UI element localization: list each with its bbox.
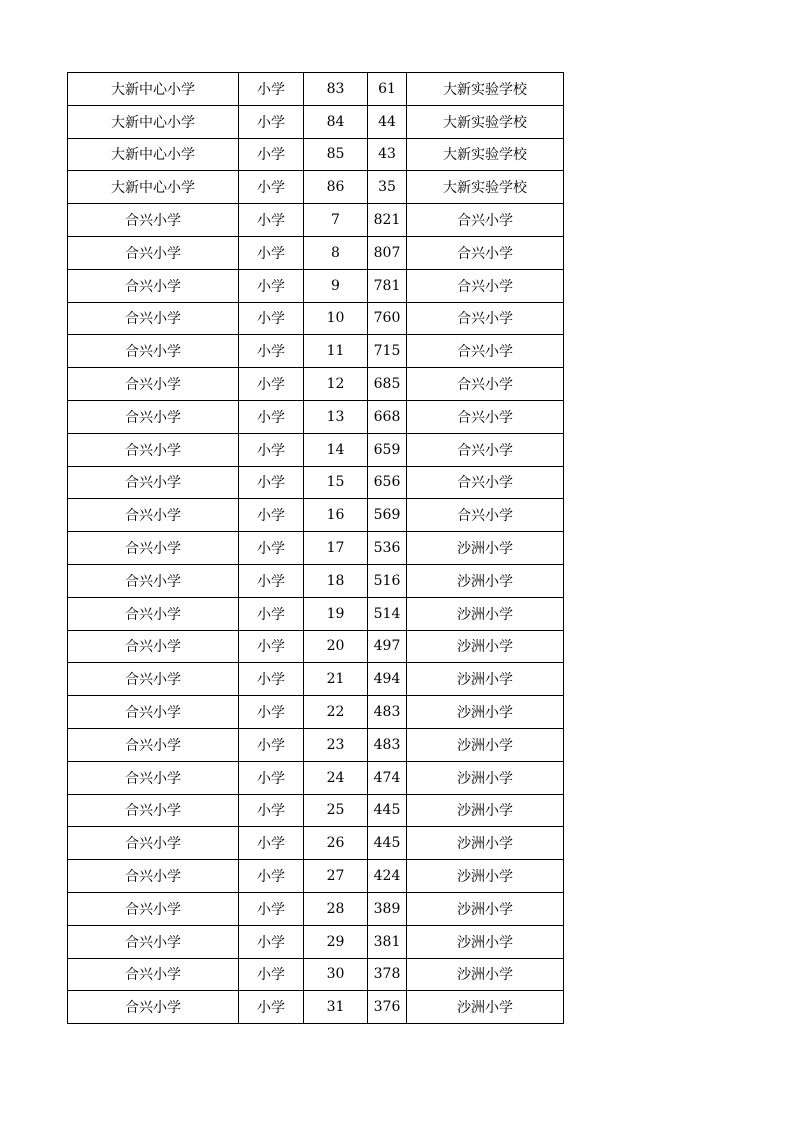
- school-cell: 合兴小学: [68, 761, 239, 794]
- score-cell: 43: [368, 138, 407, 171]
- table-row: [68, 630, 564, 663]
- destination-cell: 合兴小学: [407, 433, 564, 466]
- destination-cell: 大新实验学校: [407, 138, 564, 171]
- score-cell: 424: [368, 860, 407, 893]
- school-cell: 合兴小学: [68, 400, 239, 433]
- destination-cell: 沙洲小学: [407, 532, 564, 565]
- level-cell: 小学: [239, 73, 304, 106]
- school-cell: 合兴小学: [68, 827, 239, 860]
- table-row: [68, 466, 564, 499]
- score-cell: 378: [368, 958, 407, 991]
- level-cell: 小学: [239, 827, 304, 860]
- table-row: [68, 73, 564, 106]
- table-row: [68, 794, 564, 827]
- table-row: [68, 236, 564, 269]
- level-cell: 小学: [239, 433, 304, 466]
- rank-cell: 18: [304, 564, 368, 597]
- table-row: [68, 368, 564, 401]
- score-cell: 497: [368, 630, 407, 663]
- school-cell: 合兴小学: [68, 794, 239, 827]
- level-cell: 小学: [239, 991, 304, 1024]
- table-row: [68, 204, 564, 237]
- school-cell: 合兴小学: [68, 532, 239, 565]
- rank-cell: 25: [304, 794, 368, 827]
- destination-cell: 沙洲小学: [407, 597, 564, 630]
- rank-cell: 28: [304, 892, 368, 925]
- school-cell: 合兴小学: [68, 433, 239, 466]
- destination-cell: 合兴小学: [407, 400, 564, 433]
- table-row: [68, 827, 564, 860]
- school-cell: 合兴小学: [68, 335, 239, 368]
- score-cell: 483: [368, 696, 407, 729]
- table-row: [68, 564, 564, 597]
- score-cell: 807: [368, 236, 407, 269]
- table-row: [68, 269, 564, 302]
- level-cell: 小学: [239, 663, 304, 696]
- destination-cell: 合兴小学: [407, 302, 564, 335]
- destination-cell: 合兴小学: [407, 368, 564, 401]
- rank-cell: 17: [304, 532, 368, 565]
- rank-cell: 13: [304, 400, 368, 433]
- level-cell: 小学: [239, 400, 304, 433]
- destination-cell: 大新实验学校: [407, 171, 564, 204]
- level-cell: 小学: [239, 105, 304, 138]
- score-cell: 715: [368, 335, 407, 368]
- school-cell: 合兴小学: [68, 860, 239, 893]
- table-row: [68, 991, 564, 1024]
- rank-cell: 30: [304, 958, 368, 991]
- destination-cell: 沙洲小学: [407, 958, 564, 991]
- rank-cell: 27: [304, 860, 368, 893]
- destination-cell: 合兴小学: [407, 466, 564, 499]
- score-cell: 61: [368, 73, 407, 106]
- table-row: [68, 138, 564, 171]
- destination-cell: 沙洲小学: [407, 892, 564, 925]
- school-cell: 合兴小学: [68, 204, 239, 237]
- destination-cell: 沙洲小学: [407, 827, 564, 860]
- destination-cell: 沙洲小学: [407, 696, 564, 729]
- rank-cell: 22: [304, 696, 368, 729]
- level-cell: 小学: [239, 761, 304, 794]
- level-cell: 小学: [239, 958, 304, 991]
- level-cell: 小学: [239, 335, 304, 368]
- destination-cell: 合兴小学: [407, 335, 564, 368]
- rank-cell: 7: [304, 204, 368, 237]
- rank-cell: 16: [304, 499, 368, 532]
- school-cell: 合兴小学: [68, 302, 239, 335]
- school-cell: 合兴小学: [68, 630, 239, 663]
- rank-cell: 8: [304, 236, 368, 269]
- score-cell: 656: [368, 466, 407, 499]
- school-cell: 合兴小学: [68, 499, 239, 532]
- rank-cell: 31: [304, 991, 368, 1024]
- score-cell: 760: [368, 302, 407, 335]
- table-row: [68, 400, 564, 433]
- destination-cell: 大新实验学校: [407, 105, 564, 138]
- score-cell: 474: [368, 761, 407, 794]
- score-cell: 44: [368, 105, 407, 138]
- score-cell: 376: [368, 991, 407, 1024]
- table-row: [68, 728, 564, 761]
- table-row: [68, 761, 564, 794]
- level-cell: 小学: [239, 138, 304, 171]
- school-cell: 合兴小学: [68, 991, 239, 1024]
- table-row: [68, 335, 564, 368]
- table-row: [68, 105, 564, 138]
- score-cell: 381: [368, 925, 407, 958]
- level-cell: 小学: [239, 302, 304, 335]
- school-cell: 合兴小学: [68, 925, 239, 958]
- score-cell: 569: [368, 499, 407, 532]
- level-cell: 小学: [239, 925, 304, 958]
- score-cell: 514: [368, 597, 407, 630]
- level-cell: 小学: [239, 171, 304, 204]
- table-row: [68, 532, 564, 565]
- rank-cell: 19: [304, 597, 368, 630]
- school-cell: 合兴小学: [68, 269, 239, 302]
- table-row: [68, 302, 564, 335]
- school-cell: 合兴小学: [68, 728, 239, 761]
- rank-cell: 83: [304, 73, 368, 106]
- score-cell: 483: [368, 728, 407, 761]
- destination-cell: 大新实验学校: [407, 73, 564, 106]
- school-cell: 大新中心小学: [68, 138, 239, 171]
- rank-cell: 84: [304, 105, 368, 138]
- rank-cell: 29: [304, 925, 368, 958]
- score-cell: 536: [368, 532, 407, 565]
- school-cell: 合兴小学: [68, 696, 239, 729]
- level-cell: 小学: [239, 204, 304, 237]
- destination-cell: 合兴小学: [407, 499, 564, 532]
- school-cell: 合兴小学: [68, 663, 239, 696]
- level-cell: 小学: [239, 728, 304, 761]
- level-cell: 小学: [239, 466, 304, 499]
- score-cell: 445: [368, 794, 407, 827]
- level-cell: 小学: [239, 630, 304, 663]
- level-cell: 小学: [239, 794, 304, 827]
- score-cell: 821: [368, 204, 407, 237]
- level-cell: 小学: [239, 499, 304, 532]
- table-row: [68, 663, 564, 696]
- score-cell: 685: [368, 368, 407, 401]
- school-cell: 大新中心小学: [68, 105, 239, 138]
- rank-cell: 23: [304, 728, 368, 761]
- destination-cell: 沙洲小学: [407, 925, 564, 958]
- rank-cell: 15: [304, 466, 368, 499]
- destination-cell: 合兴小学: [407, 236, 564, 269]
- rank-cell: 14: [304, 433, 368, 466]
- rank-cell: 20: [304, 630, 368, 663]
- school-cell: 合兴小学: [68, 236, 239, 269]
- school-cell: 合兴小学: [68, 368, 239, 401]
- table-body: [68, 73, 564, 1024]
- table-row: [68, 597, 564, 630]
- data-table: [67, 72, 564, 1024]
- rank-cell: 24: [304, 761, 368, 794]
- destination-cell: 沙洲小学: [407, 991, 564, 1024]
- rank-cell: 9: [304, 269, 368, 302]
- score-cell: 659: [368, 433, 407, 466]
- destination-cell: 沙洲小学: [407, 761, 564, 794]
- destination-cell: 合兴小学: [407, 204, 564, 237]
- school-cell: 大新中心小学: [68, 73, 239, 106]
- destination-cell: 沙洲小学: [407, 860, 564, 893]
- destination-cell: 沙洲小学: [407, 630, 564, 663]
- score-cell: 35: [368, 171, 407, 204]
- table-row: [68, 499, 564, 532]
- level-cell: 小学: [239, 696, 304, 729]
- table-row: [68, 958, 564, 991]
- rank-cell: 85: [304, 138, 368, 171]
- level-cell: 小学: [239, 368, 304, 401]
- score-cell: 389: [368, 892, 407, 925]
- score-cell: 445: [368, 827, 407, 860]
- destination-cell: 沙洲小学: [407, 794, 564, 827]
- destination-cell: 沙洲小学: [407, 728, 564, 761]
- level-cell: 小学: [239, 892, 304, 925]
- destination-cell: 沙洲小学: [407, 663, 564, 696]
- table-row: [68, 696, 564, 729]
- level-cell: 小学: [239, 269, 304, 302]
- rank-cell: 21: [304, 663, 368, 696]
- level-cell: 小学: [239, 597, 304, 630]
- table-row: [68, 892, 564, 925]
- level-cell: 小学: [239, 564, 304, 597]
- level-cell: 小学: [239, 236, 304, 269]
- score-cell: 516: [368, 564, 407, 597]
- rank-cell: 26: [304, 827, 368, 860]
- score-cell: 668: [368, 400, 407, 433]
- school-cell: 合兴小学: [68, 564, 239, 597]
- school-cell: 大新中心小学: [68, 171, 239, 204]
- school-cell: 合兴小学: [68, 466, 239, 499]
- score-cell: 494: [368, 663, 407, 696]
- rank-cell: 10: [304, 302, 368, 335]
- rank-cell: 86: [304, 171, 368, 204]
- table-row: [68, 860, 564, 893]
- destination-cell: 合兴小学: [407, 269, 564, 302]
- destination-cell: 沙洲小学: [407, 564, 564, 597]
- level-cell: 小学: [239, 532, 304, 565]
- table-row: [68, 171, 564, 204]
- school-cell: 合兴小学: [68, 597, 239, 630]
- table-row: [68, 433, 564, 466]
- school-cell: 合兴小学: [68, 958, 239, 991]
- table-row: [68, 925, 564, 958]
- rank-cell: 11: [304, 335, 368, 368]
- score-cell: 781: [368, 269, 407, 302]
- level-cell: 小学: [239, 860, 304, 893]
- rank-cell: 12: [304, 368, 368, 401]
- school-cell: 合兴小学: [68, 892, 239, 925]
